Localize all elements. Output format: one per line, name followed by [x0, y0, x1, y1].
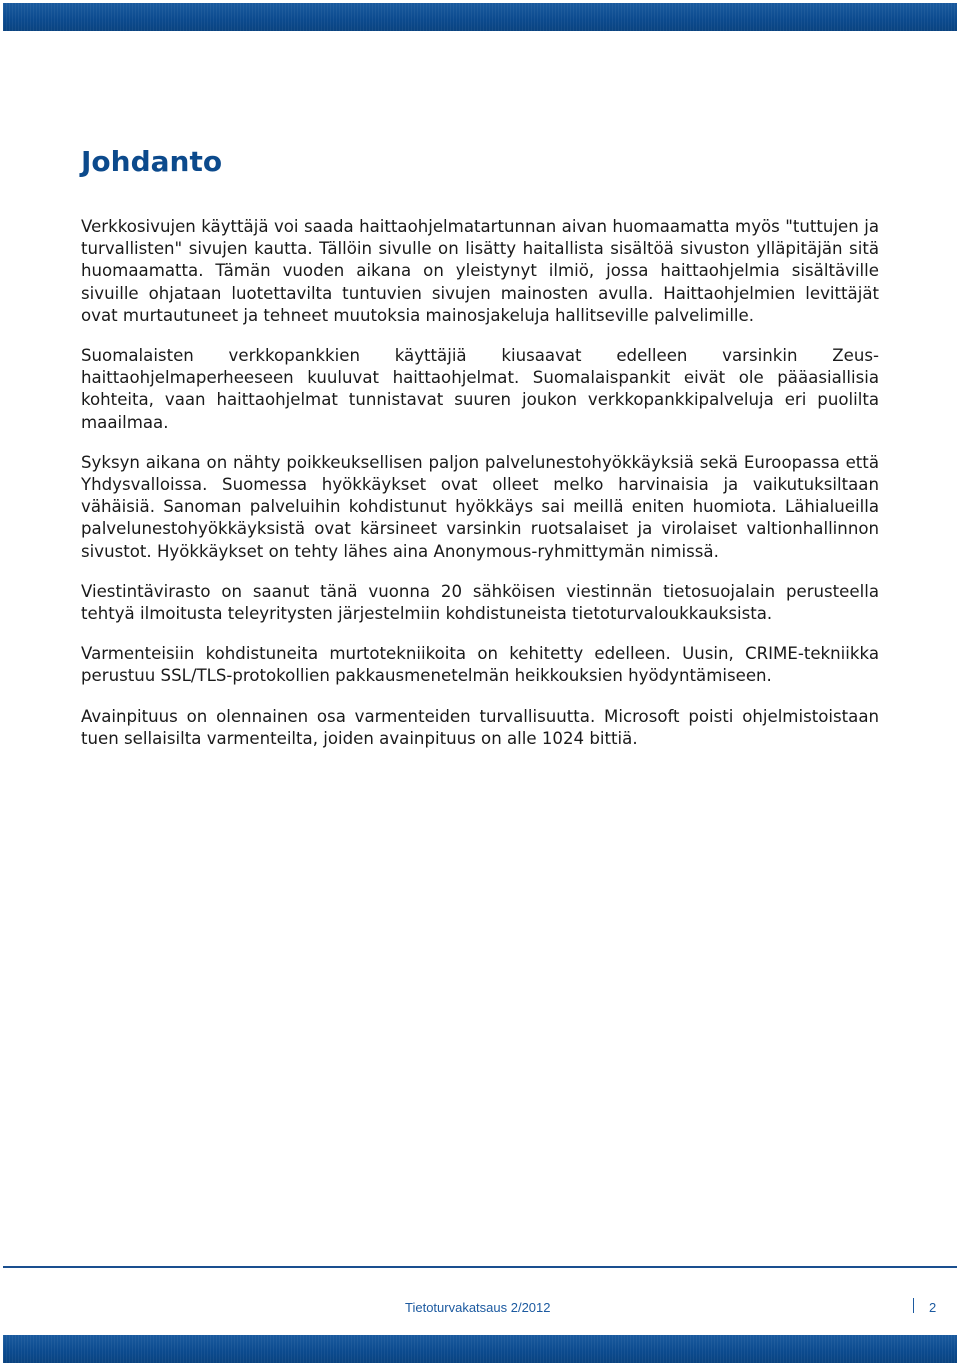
paragraph-5: Varmenteisiin kohdistuneita murtotekniikoita on kehitetty edelleen. Uusin, CRIME-tekniikka perustuu SSL/TLS-protokollien pakkausmenetelmän heikkouksien hyödyntämiseen.	[81, 644, 879, 686]
header-band	[3, 3, 957, 31]
body-text	[81, 216, 879, 768]
footer-band-pattern	[3, 1335, 957, 1363]
paragraph-4: Viestintävirasto on saanut tänä vuonna 20 sähköisen viestinnän tietosuojalain perusteella tehtyä ilmoitusta teleyritysten järjestelmiin kohdistuneista tietoturvaloukkauksista.	[81, 581, 879, 624]
footer-separator	[913, 1298, 914, 1313]
paragraph-3: Syksyn aikana on nähty poikkeuksellisen paljon palvelunestohyökkäyksiä sekä Euroopassa että Yhdysvalloissa. Suomessa hyökkäykset ovat olleet melko harvinaisia ja vaikutuksiltaan vähäisiä. Sanoman palveluihin kohdistunut hyökkäys sai meillä eniten huomiota. Lähialueilla palvelunestohyökkäyksistä ovat kärsineet varsinkin ruotsalaiset ja virolaiset valtionhallinnon sivustot. Hyökkäykset on tehty lähes aina Anonymous-ryhmittymän nimissä.	[81, 452, 879, 561]
header-band-pattern	[3, 3, 957, 31]
page-heading: Johdanto	[81, 145, 223, 178]
paragraph-6: Avainpituus on olennainen osa varmenteiden turvallisuutta. Microsoft poisti ohjelmistoistaan tuen sellaisilta varmenteilta, joiden avainpituus on alle 1024 bittiä.	[81, 706, 879, 748]
paragraph-2: Suomalaisten verkkopankkien käyttäjiä kiusaavat edelleen varsinkin Zeus-haittaohjelmaperheeseen kuuluvat haittaohjelmat. Suomalaispankit eivät ole pääasiallisia kohteita, vaan haittaohjelmat tunnistavat suuren joukon verkkopankkipalveluja eri puolilta maailmaa.	[81, 346, 879, 432]
page-number: 2	[929, 1300, 937, 1315]
footer-band	[3, 1335, 957, 1363]
footer-title: Tietoturvakatsaus 2/2012	[405, 1300, 551, 1315]
footer-divider	[3, 1266, 957, 1268]
paragraph-1: Verkkosivujen käyttäjä voi saada haittaohjelmatartunnan aivan huomaamatta myös "tuttujen ja turvallisten" sivujen kautta. Tällöin sivulle on lisätty haitallista sisältöä sivuston ylläpitäjän sitä huomaamatta. Tämän vuoden aikana on yleistynyt ilmiö, jossa haittaohjelmia sisältäville sivuille ohjataan luotettavilta tuntuvien sivujen mainosten avulla. Haittaohjelmien levittäjät ovat murtautuneet ja tehneet muutoksia mainosjakeluja hallitseville palvelimille.	[81, 217, 879, 325]
